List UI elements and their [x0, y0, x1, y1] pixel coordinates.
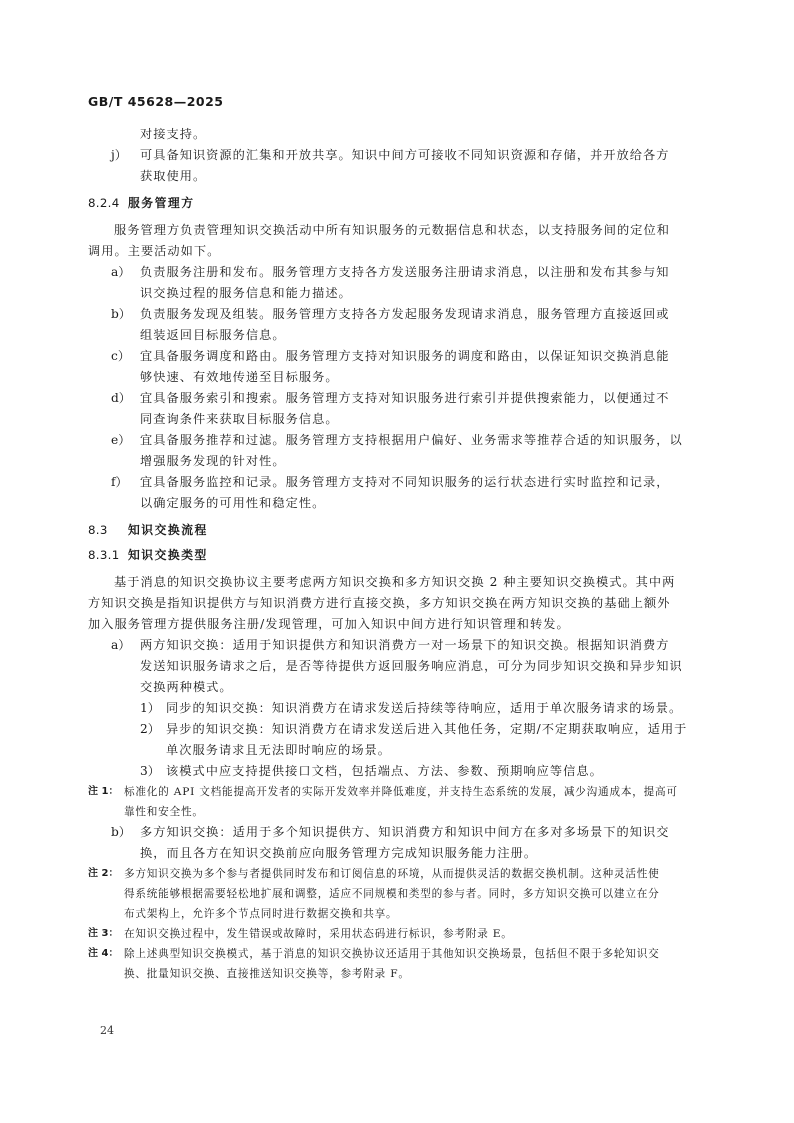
- section-title: 知识交换流程: [128, 523, 208, 537]
- section-heading-8-3: [88, 520, 708, 541]
- list-item-text: 获取使用。: [140, 169, 207, 183]
- sub-item-text: 异步的知识交换：知识消费方在请求发送后进入其他任务，定期/不定期获取响应，适用于: [166, 722, 688, 736]
- list-item-b: [88, 304, 708, 325]
- continuation-line: 对接支持。: [140, 127, 207, 141]
- paragraph-line: 调用。主要活动如下。: [88, 244, 221, 258]
- note-text: 标准化的 API 文档能提高开发者的实际开发效率并降低难度，并支持生态系统的发展，减少沟通成本，提高可: [124, 786, 678, 798]
- section-heading-8-3-1: [88, 545, 708, 566]
- list-item-text: 换，而且各方在知识交换前应向服务管理方完成知识服务能力注册。: [140, 846, 538, 860]
- list-item-a: [88, 262, 708, 283]
- list-item-b: [88, 822, 708, 843]
- list-item-text: 多方知识交换：适用于多个知识提供方、知识消费方和知识中间方在多对多场景下的知识交: [140, 825, 670, 839]
- sub-item-text: 同步的知识交换：知识消费方在请求发送后持续等待响应，适用于单次服务请求的场景。: [166, 701, 683, 715]
- note-label: 注 3：: [88, 928, 119, 939]
- sub-list-marker: 3）: [140, 764, 160, 778]
- list-marker: e）: [111, 433, 131, 447]
- section-number: 8.3.1: [88, 548, 120, 562]
- paragraph-line: 服务管理方负责管理知识交换活动中所有知识服务的元数据信息和状态，以支持服务间的定位和: [114, 223, 670, 237]
- list-item-text: 宜具备服务推荐和过滤。服务管理方支持根据用户偏好、业务需求等推荐合适的知识服务，以: [140, 433, 683, 447]
- list-item-text: 两方知识交换：适用于知识提供方和知识消费方一对一场景下的知识交换。根据知识消费方: [140, 638, 670, 652]
- list-marker: a）: [111, 638, 131, 652]
- note-label: 注 1：: [88, 786, 119, 797]
- sub-item-text: 该模式中应支持提供接口文档，包括端点、方法、参数、预期响应等信息。: [166, 764, 603, 778]
- list-item-f: [88, 472, 708, 493]
- list-item-text: 增强服务发现的针对性。: [140, 454, 286, 468]
- list-item-a: [88, 635, 708, 656]
- note-text: 得系统能够根据需要轻松地扩展和调整，适应不同规模和类型的参与者。同时，多方知识交换可以建立在分: [124, 888, 660, 900]
- note-text: 靠性和安全性。: [124, 806, 204, 818]
- section-number: 8.3: [88, 523, 108, 537]
- list-marker: d）: [111, 391, 131, 405]
- list-item-text: 组装返回目标服务信息。: [140, 328, 286, 342]
- list-item-text: 宜具备服务调度和路由。服务管理方支持对知识服务的调度和路由，以保证知识交换消息能: [140, 349, 670, 363]
- paragraph-line: 方知识交换是指知识提供方与知识消费方进行直接交换，多方知识交换在两方知识交换的基础上额外: [88, 596, 671, 610]
- list-item-text: 够快速、有效地传递至目标服务。: [140, 370, 339, 384]
- note-text: 布式架构上，允许多个节点同时进行数据交换和共享。: [124, 908, 398, 920]
- list-item-text: 发送知识服务请求之后，是否等待提供方返回服务响应消息，可分为同步知识交换和异步知识: [140, 659, 683, 673]
- note-text: 除上述典型知识交换模式，基于消息的知识交换协议还适用于其他知识交换场景，包括但不限于多轮知识交: [124, 948, 660, 960]
- list-item-text: 识交换过程的服务信息和能力描述。: [140, 286, 352, 300]
- note-text: 在知识交换过程中，发生错误或故障时，采用状态码进行标识，参考附录 E。: [124, 928, 513, 940]
- note-text: 换、批量知识交换、直接推送知识交换等，参考附录 F。: [124, 968, 410, 980]
- note-1: [88, 782, 708, 802]
- list-item-text: 负责服务注册和发布。服务管理方支持各方发送服务注册请求消息，以注册和发布其参与知: [140, 265, 670, 279]
- list-item-text: 宜具备服务索引和搜索。服务管理方支持对知识服务进行索引并提供搜索能力，以便通过不: [140, 391, 670, 405]
- sub-list-marker: 1）: [140, 701, 160, 715]
- list-item-text: 交换两种模式。: [140, 680, 233, 694]
- list-item-e: [88, 430, 708, 451]
- page-content: [88, 124, 708, 984]
- paragraph-line: 加入服务管理方提供服务注册/发现管理，可加入知识中间方进行知识管理和转发。: [88, 617, 570, 631]
- list-item-text: 可具备知识资源的汇集和开放共享。知识中间方可接收不同知识资源和存储，并开放给各方: [140, 148, 670, 162]
- sub-item-2: [88, 719, 708, 740]
- sub-item-text: 单次服务请求且无法即时响应的场景。: [166, 743, 392, 757]
- list-marker: f）: [111, 475, 128, 489]
- note-label: 注 2：: [88, 868, 119, 879]
- note-4: [88, 944, 708, 964]
- list-marker: b）: [111, 307, 131, 321]
- sub-item-3: [88, 761, 708, 782]
- list-marker: j）: [111, 148, 127, 162]
- list-marker: b）: [111, 825, 131, 839]
- standard-number: GB/T 45628—2025: [88, 94, 224, 109]
- list-item-text: 以确定服务的可用性和稳定性。: [140, 496, 326, 510]
- list-marker: c）: [111, 349, 131, 363]
- section-number: 8.2.4: [88, 196, 120, 210]
- note-2: [88, 864, 708, 884]
- section-title: 服务管理方: [128, 196, 195, 210]
- note-3: [88, 924, 708, 944]
- list-item-c: [88, 346, 708, 367]
- list-item-text: 同查询条件来获取目标服务信息。: [140, 412, 339, 426]
- section-title: 知识交换类型: [128, 548, 208, 562]
- paragraph-line: 基于消息的知识交换协议主要考虑两方知识交换和多方知识交换 2 种主要知识交换模式。其中两: [114, 575, 676, 589]
- list-item-j: [88, 145, 708, 166]
- note-label: 注 4：: [88, 948, 119, 959]
- sub-list-marker: 2）: [140, 722, 160, 736]
- page-number: 24: [100, 1024, 114, 1037]
- list-item-text: 负责服务发现及组装。服务管理方支持各方发起服务发现请求消息，服务管理方直接返回或: [140, 307, 670, 321]
- list-marker: a）: [111, 265, 131, 279]
- list-item-d: [88, 388, 708, 409]
- note-text: 多方知识交换为多个参与者提供同时发布和订阅信息的环境，从而提供灵活的数据交换机制。这种灵活性使: [124, 868, 660, 880]
- sub-item-1: [88, 698, 708, 719]
- section-heading-8-2-4: [88, 193, 708, 214]
- list-item-text: 宜具备服务监控和记录。服务管理方支持对不同知识服务的运行状态进行实时监控和记录，: [140, 475, 670, 489]
